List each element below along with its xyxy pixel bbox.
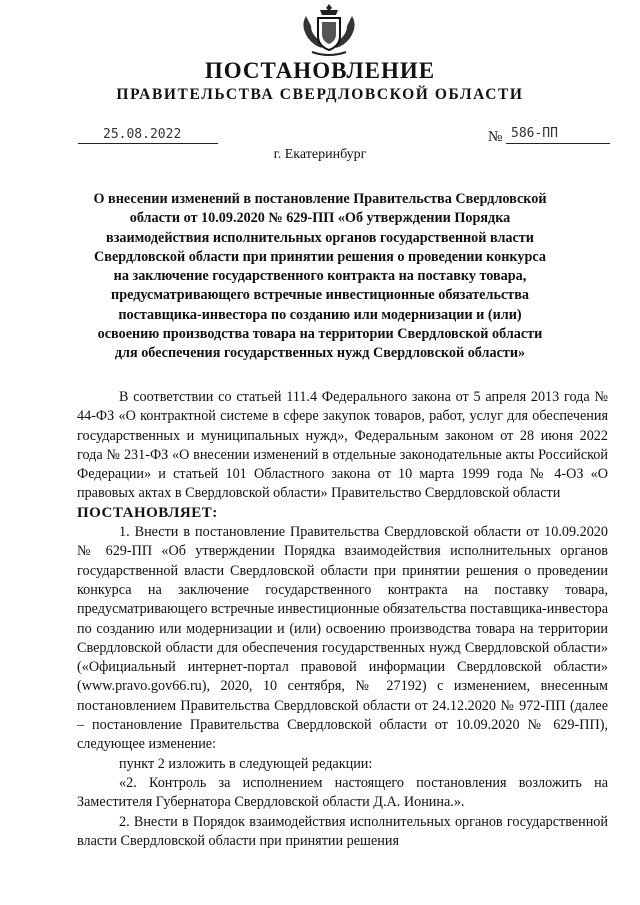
- item-1-quote-paragraph: «2. Контроль за исполнением настоящего постановления возложить на Заместителя Губернатора Свердловской области Д.А. Ионина.».: [77, 774, 608, 811]
- document-body: [77, 388, 608, 851]
- document-heading: О внесении изменений в постановление Правительства Свердловской области от 10.09.2020 № 629-ПП «Об утверждении Порядка взаимодействия исполнительных органов государственной власти Свердловской области при принятии решения о проведении конкурса на заключение государственного контракта на поставку товара, предусматривающего встречные инвестиционные обязательства поставщика-инвестора по созданию или модернизации и (или) освоению производства товара на территории Свердловской области для обеспечения государственных нужд Свердловской области»: [93, 191, 547, 362]
- document-number: 586-ПП: [511, 126, 558, 141]
- document-title: ПОСТАНОВЛЕНИЕ: [204, 58, 436, 83]
- date-underline: [78, 143, 218, 144]
- decree-word: ПОСТАНОВЛЯЕТ:: [77, 504, 218, 521]
- item-1-sub-paragraph: пункт 2 изложить в следующей редакции:: [119, 755, 373, 772]
- number-underline: [506, 143, 610, 144]
- preamble-paragraph: В соответствии со статьей 111.4 Федерального закона от 5 апреля 2013 года № 44-ФЗ «О контрактной системе в сфере закупок товаров, работ, услуг для обеспечения государственных и муниципальных нужд», Федеральным законом от 28 июня 2022 года № 231-ФЗ «О внесении изменений в отдельные законодательные акты Российской Федерации» и статьей 101 Областного закона от 10 марта 1999 года № 4-ОЗ «О правовых актах в Свердловской области» Правительство Свердловской области: [77, 389, 608, 502]
- document-subtitle: ПРАВИТЕЛЬСТВА СВЕРДЛОВСКОЙ ОБЛАСТИ: [116, 86, 524, 103]
- coat-of-arms-icon: [298, 2, 360, 58]
- item-2-paragraph: 2. Внести в Порядок взаимодействия исполнительных органов государственной власти Свердловской области при принятии решения: [77, 813, 608, 849]
- number-sign: №: [488, 129, 503, 145]
- document-city: г. Екатеринбург: [273, 147, 367, 162]
- item-1-paragraph: 1. Внести в постановление Правительства Свердловской области от 10.09.2020 № 629-ПП «Об утверждении Порядка взаимодействия исполнительных органов государственной власти Свердловской области при принятии решения о проведении конкурса на заключение государственного контракта на поставку товара, предусматривающего встречные инвестиционные обязательства поставщика-инвестора по созданию или модернизации и (или) освоению производства товара на территории Свердловской области для обеспечения государственных нужд Свердловской области» («Официальный интернет-портал правовой информации Свердловской области» (www.pravo.gov66.ru), 2020, 10 сентября, № 27192) с изменением, внесенным постановлением Правительства Свердловской области от 24.12.2020 № 972-ПП (далее – постановление Правительства Свердловской области от 10.09.2020 № 629-ПП), следующее изменение:: [77, 524, 608, 753]
- document-date: 25.08.2022: [103, 127, 182, 142]
